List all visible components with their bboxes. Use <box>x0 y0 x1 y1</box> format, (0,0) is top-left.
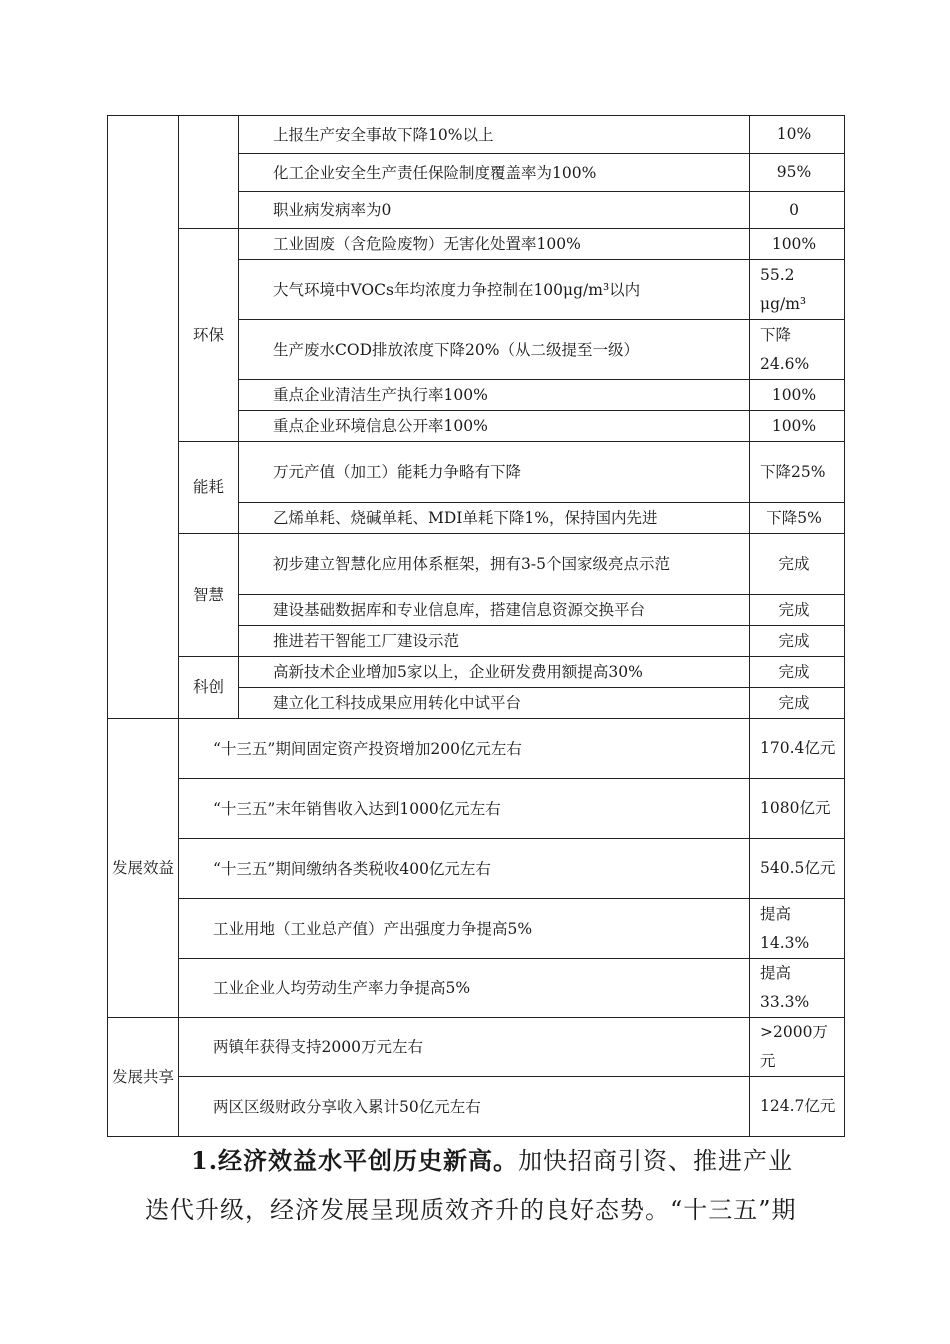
sub-category-smart: 智慧 <box>179 534 239 657</box>
table-value: >2000万元 <box>750 1018 845 1077</box>
table-value: 下降5% <box>750 503 845 534</box>
table-item: 万元产值（加工）能耗力争略有下降 <box>239 442 750 503</box>
table-item: 高新技术企业增加5家以上，企业研发费用额提高30% <box>239 657 750 688</box>
table-value: 完成 <box>750 534 845 595</box>
group-cell-continuation <box>108 116 179 719</box>
table-value: 100% <box>750 411 845 442</box>
table-value: 540.5亿元 <box>750 839 845 899</box>
table-item: 重点企业清洁生产执行率100% <box>239 380 750 411</box>
table-item: 建立化工科技成果应用转化中试平台 <box>239 688 750 719</box>
table-item: 工业固废（含危险废物）无害化处置率100% <box>239 229 750 260</box>
table-value: 下降25% <box>750 442 845 503</box>
table-item: 初步建立智慧化应用体系框架，拥有3-5个国家级亮点示范 <box>239 534 750 595</box>
table-value: 0 <box>750 192 845 229</box>
table-value: 100% <box>750 380 845 411</box>
table-item: 化工企业安全生产责任保险制度覆盖率为100% <box>239 154 750 192</box>
paragraph-line-2: 迭代升级，经济发展呈现质效齐升的良好态势。“十三五”期 <box>145 1196 797 1224</box>
group-benefit: 发展效益 <box>108 719 179 1018</box>
table-item: 职业病发病率为0 <box>239 192 750 229</box>
sub-category-energy: 能耗 <box>179 442 239 534</box>
table-item: 推进若干智能工厂建设示范 <box>239 626 750 657</box>
table-item: 大气环境中VOCs年均浓度力争控制在100μg/m³以内 <box>239 260 750 320</box>
table-item: 两区区级财政分享收入累计50亿元左右 <box>179 1077 750 1137</box>
table-item: “十三五”末年销售收入达到1000亿元左右 <box>179 779 750 839</box>
table-value: 170.4亿元 <box>750 719 845 779</box>
table-value: 完成 <box>750 626 845 657</box>
table-item: 两镇年获得支持2000万元左右 <box>179 1018 750 1077</box>
paragraph-line-1 <box>107 1146 928 1176</box>
table-value: 下降24.6% <box>750 320 845 380</box>
table-value: 提高14.3% <box>750 899 845 959</box>
sub-cell-continuation <box>179 116 239 229</box>
table-value: 10% <box>750 116 845 154</box>
table-item: 工业企业人均劳动生产率力争提高5% <box>179 959 750 1018</box>
indicator-table <box>107 115 845 1137</box>
table-item: 重点企业环境信息公开率100% <box>239 411 750 442</box>
table-item: 建设基础数据库和专业信息库，搭建信息资源交换平台 <box>239 595 750 626</box>
table-value: 124.7亿元 <box>750 1077 845 1137</box>
table-value: 完成 <box>750 595 845 626</box>
table-value: 100% <box>750 229 845 260</box>
table-value: 55.2 μg/m³ <box>750 260 845 320</box>
paragraph-heading: 1.经济效益水平创历史新高。 <box>191 1146 519 1175</box>
table-value: 完成 <box>750 657 845 688</box>
table-value: 提高33.3% <box>750 959 845 1018</box>
paragraph-text: 加快招商引资、推进产业 <box>518 1147 794 1175</box>
sub-category-env: 环保 <box>179 229 239 442</box>
table-item: “十三五”期间缴纳各类税收400亿元左右 <box>179 839 750 899</box>
table-value: 完成 <box>750 688 845 719</box>
group-sharing: 发展共享 <box>108 1018 179 1137</box>
sub-category-innovation: 科创 <box>179 657 239 719</box>
table-item: 上报生产安全事故下降10%以上 <box>239 116 750 154</box>
table-value: 95% <box>750 154 845 192</box>
table-item: 生产废水COD排放浓度下降20%（从二级提至一级） <box>239 320 750 380</box>
table-item: 乙烯单耗、烧碱单耗、MDI单耗下降1%，保持国内先进 <box>239 503 750 534</box>
table-value: 1080亿元 <box>750 779 845 839</box>
table-item: 工业用地（工业总产值）产出强度力争提高5% <box>179 899 750 959</box>
table-item: “十三五”期间固定资产投资增加200亿元左右 <box>179 719 750 779</box>
